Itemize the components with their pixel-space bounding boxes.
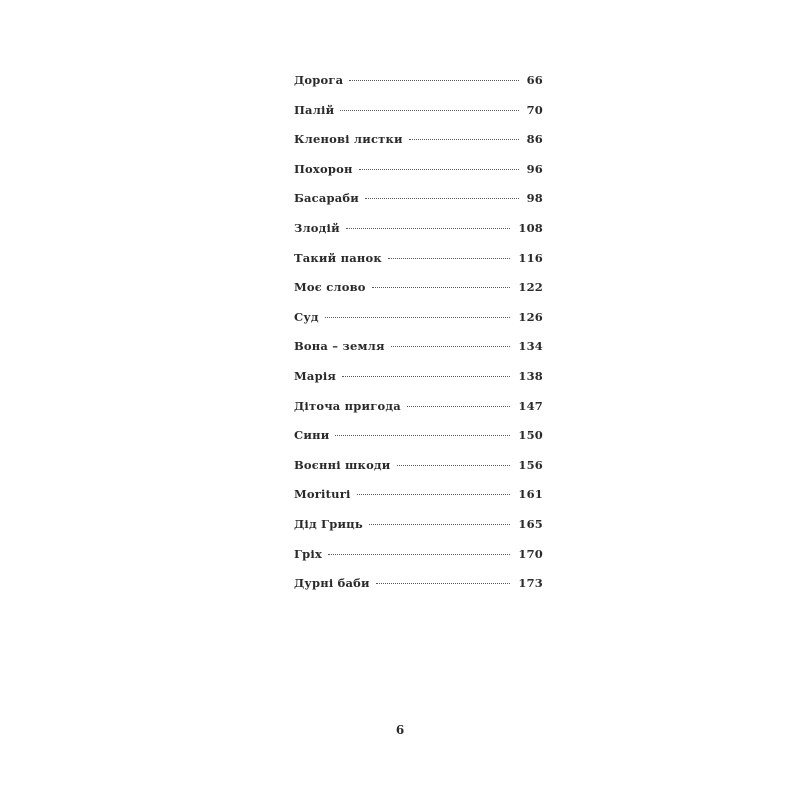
toc-entry (294, 399, 543, 429)
toc-entry-title: Кленові листки (294, 132, 403, 147)
table-of-contents (294, 73, 543, 606)
toc-entry-title: Злодій (294, 220, 340, 235)
toc-dot-leader (349, 79, 518, 81)
toc-dot-leader (328, 553, 510, 555)
toc-entry (294, 221, 543, 251)
toc-entry-page: 70 (526, 102, 543, 117)
toc-entry-title: Похорон (294, 161, 353, 176)
toc-dot-leader (372, 286, 511, 288)
toc-entry-page: 108 (518, 220, 543, 235)
page-number: 6 (395, 723, 405, 737)
toc-entry-title: Воєнні шкоди (294, 457, 391, 472)
toc-entry-page: 161 (518, 487, 543, 502)
toc-dot-leader (335, 434, 510, 436)
toc-entry-title: Moriturі (294, 487, 351, 502)
toc-entry-page: 98 (526, 191, 543, 206)
toc-entry-page: 116 (518, 250, 543, 265)
toc-entry-page: 138 (518, 368, 543, 383)
toc-entry-page: 122 (518, 280, 543, 295)
toc-entry (294, 369, 543, 399)
toc-entry-page: 147 (518, 398, 543, 413)
toc-entry (294, 162, 543, 192)
toc-entry (294, 191, 543, 221)
toc-dot-leader (407, 405, 511, 407)
toc-dot-leader (325, 316, 511, 318)
toc-entry (294, 103, 543, 133)
toc-entry (294, 547, 543, 577)
toc-entry-page: 156 (518, 457, 543, 472)
toc-entry (294, 251, 543, 281)
toc-entry-page: 66 (526, 73, 543, 87)
toc-dot-leader (346, 227, 511, 229)
toc-dot-leader (391, 345, 511, 347)
toc-dot-leader (342, 375, 510, 377)
toc-entry (294, 73, 543, 103)
toc-entry-title: Дорога (294, 73, 344, 87)
toc-dot-leader (388, 257, 511, 259)
toc-entry-title: Суд (294, 309, 319, 324)
toc-entry (294, 132, 543, 162)
toc-entry-page: 126 (518, 309, 543, 324)
toc-entry-title: Басараби (294, 191, 360, 206)
toc-entry-page: 96 (526, 161, 543, 176)
toc-entry-title: Дід Гриць (294, 516, 363, 531)
toc-entry-title: Моє слово (294, 280, 366, 295)
toc-dot-leader (359, 168, 519, 170)
toc-entry-page: 173 (518, 576, 543, 591)
toc-dot-leader (397, 464, 511, 466)
toc-dot-leader (365, 197, 519, 199)
toc-entry (294, 339, 543, 369)
toc-entry-page: 134 (518, 339, 543, 354)
toc-entry (294, 576, 543, 606)
toc-entry-title: Діточа пригода (294, 398, 401, 413)
toc-entry-title: Палій (294, 102, 335, 117)
toc-entry-page: 170 (518, 546, 543, 561)
toc-entry-title: Такий панок (294, 250, 382, 265)
toc-dot-leader (369, 523, 511, 525)
toc-entry (294, 458, 543, 488)
toc-entry-title: Сини (294, 428, 330, 443)
toc-dot-leader (340, 109, 518, 111)
toc-entry (294, 280, 543, 310)
toc-entry-title: Вона – земля (294, 339, 385, 354)
toc-entry-title: Гріх (294, 546, 323, 561)
toc-entry (294, 310, 543, 340)
toc-dot-leader (376, 582, 511, 584)
toc-entry-title: Дурні баби (294, 576, 370, 591)
toc-entry-title: Марія (294, 368, 337, 383)
toc-entry-page: 165 (518, 516, 543, 531)
toc-dot-leader (409, 138, 519, 140)
toc-entry (294, 487, 543, 517)
toc-dot-leader (357, 493, 511, 495)
toc-entry (294, 428, 543, 458)
toc-entry-page: 86 (526, 132, 543, 147)
toc-entry-page: 150 (518, 428, 543, 443)
toc-entry (294, 517, 543, 547)
